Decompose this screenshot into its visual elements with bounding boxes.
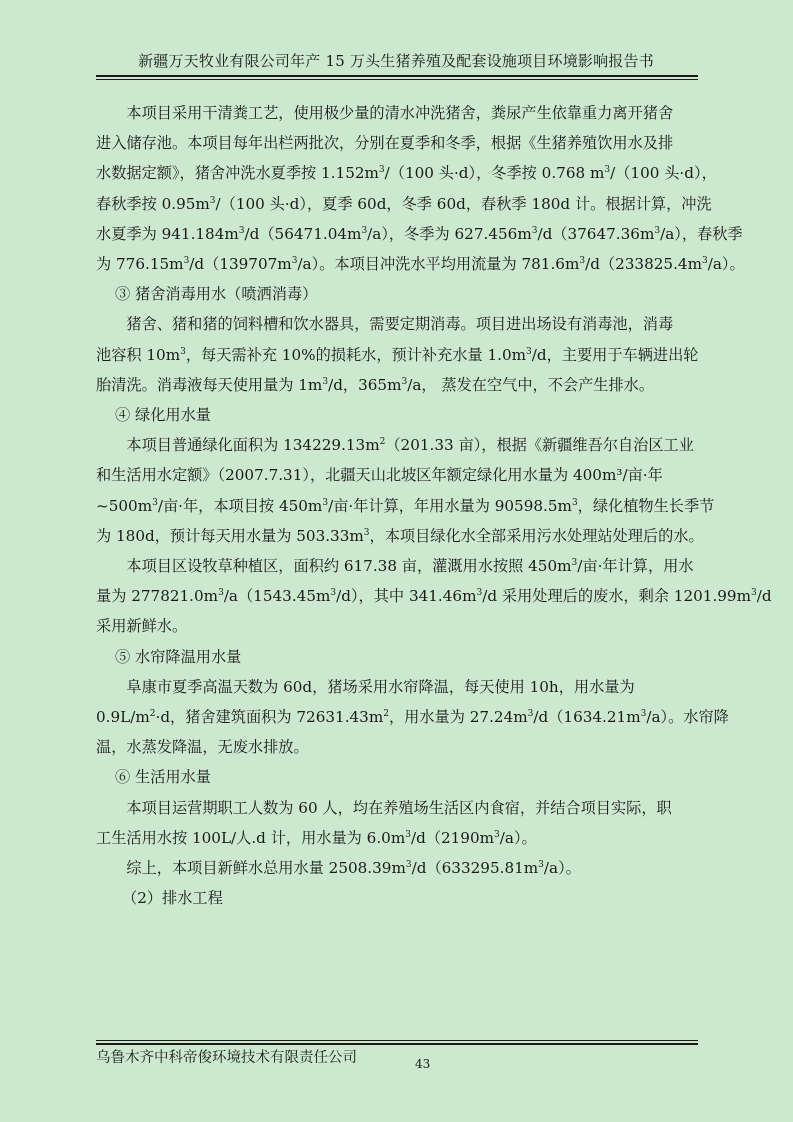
paragraph-pasture	[96, 551, 772, 642]
text-line: 温，水蒸发降温，无废水排放。	[96, 738, 309, 757]
text-line: 本项目区设牧草种植区，面积约 617.38 亩，灌溉用水按照 $450m^3/$亩·年计算，用水	[126, 557, 694, 576]
header-rule-thick	[96, 75, 698, 77]
paragraph-flush-water	[96, 98, 745, 279]
text-line: $0.9L/m^2\cdot d$，猪舍建筑面积为 $72631.43m^2$，用水量为 $27.24m^3/d(1634.21m^3/a)$。水帘降	[96, 708, 729, 727]
header-rule-thin	[96, 79, 698, 80]
text-line: 春秋季按 $0.95m^3/(100$ 头·d），夏季 60d，冬季 60d，春秋季 180d 计。根据计算，冲洗	[96, 194, 712, 213]
section-heading-domestic: ⑥ 生活用水量	[115, 768, 211, 787]
section-heading-water-curtain: ⑤ 水帘降温用水量	[115, 647, 242, 666]
document-body	[96, 98, 772, 913]
text-line: $\sim 500m^3/$亩·年，本项目按 $450m^3/$亩·年计算，年用水量为 $90598.5m^3$，绿化植物生长季节	[96, 496, 715, 515]
page-number: 43	[415, 1057, 431, 1071]
text-line: 和生活用水定额》（2007.7.31），北疆天山北坡区年额定绿化用水量为 400m³/亩·年	[96, 466, 663, 485]
text-line: 采用新鲜水。	[96, 617, 188, 636]
text-line: 本项目运营期职工人数为 60 人，均在养殖场生活区内食宿，并结合项目实际，职	[126, 798, 672, 817]
paragraph-greening	[96, 430, 715, 551]
text-line: 阜康市夏季高温天数为 60d，猪场采用水帘降温，每天使用 10h，用水量为	[126, 677, 635, 696]
text-line: 工生活用水按 100L/人.d 计，用水量为 $6.0m^3/d(2190m^3/a)$。	[96, 828, 537, 847]
text-line: 本项目普通绿化面积为 $134229.13m^2(201.33$ 亩），根据《新疆维吾尔自治区工业	[126, 436, 694, 455]
paragraph-water-curtain	[96, 672, 729, 763]
paragraph-disinfection	[96, 309, 700, 400]
text-line: 猪舍、猪和猪的饲料槽和饮水器具，需要定期消毒。项目进出场设有消毒池，消毒	[126, 315, 674, 334]
text-line: 综上，本项目新鲜水总用水量 $2508.39m^3/d(633295.81m^3/a)$。	[126, 859, 581, 878]
section-heading-drainage: （2）排水工程	[122, 889, 223, 908]
text-line: 池容积 $10m^3$，每天需补充 10%的损耗水，预计补充水量 $1.0m^3/d$，主要用于车辆进出轮	[96, 345, 699, 364]
text-line: 水数据定额》，猪舍冲洗水夏季按 $1.152m^3/(100$ 头·d），冬季按 0.768 $m^3/(100$ 头·d），	[96, 164, 717, 183]
text-line: 量为 $277821.0m^3/a(1543.45m^3/d)$，其中 $341.46m^3/d$ 采用处理后的废水，剩余 $1201.99m^3/d$	[96, 587, 772, 606]
footer-rule-thin	[96, 1040, 698, 1041]
paragraph-domestic	[96, 793, 700, 853]
text-line: 水夏季为 $941.184m^3/d(56471.04m^3/a)$，冬季为 $627.456m^3/d(37647.36m^3/a)$，春秋季	[96, 224, 743, 243]
paragraph-summary	[96, 853, 700, 883]
page-header-title: 新疆万天牧业有限公司年产 15 万头生猪养殖及配套设施项目环境影响报告书	[138, 52, 654, 70]
footer-company-name: 乌鲁木齐中科帝俊环境技术有限责任公司	[96, 1050, 357, 1066]
text-line: 为 180d，预计每天用水量为 $503.33m^3$，本项目绿化水全部采用污水处理站处理后的水。	[96, 526, 704, 545]
text-line: 胎清洗。消毒液每天使用量为 $1m^3/d$，$365m^3/a$， 蒸发在空气中，不会产生排水。	[96, 375, 655, 394]
footer-rule-thick	[96, 1043, 698, 1045]
text-line: 本项目采用干清粪工艺，使用极少量的清水冲洗猪舍，粪尿产生依靠重力离开猪舍	[126, 104, 674, 122]
section-heading-greening: ④ 绿化用水量	[115, 406, 211, 425]
text-line: 进入储存池。本项目每年出栏两批次，分别在夏季和冬季，根据《生猪养殖饮用水及排	[96, 134, 674, 153]
section-heading-disinfection: ③ 猪舍消毒用水（喷洒消毒）	[115, 285, 318, 304]
text-line: 为 $776.15m^3/d(139707m^3/a)$。本项目冲洗水平均用流量为 $781.6m^3/d(233825.4m^3/a)$。	[96, 255, 745, 274]
